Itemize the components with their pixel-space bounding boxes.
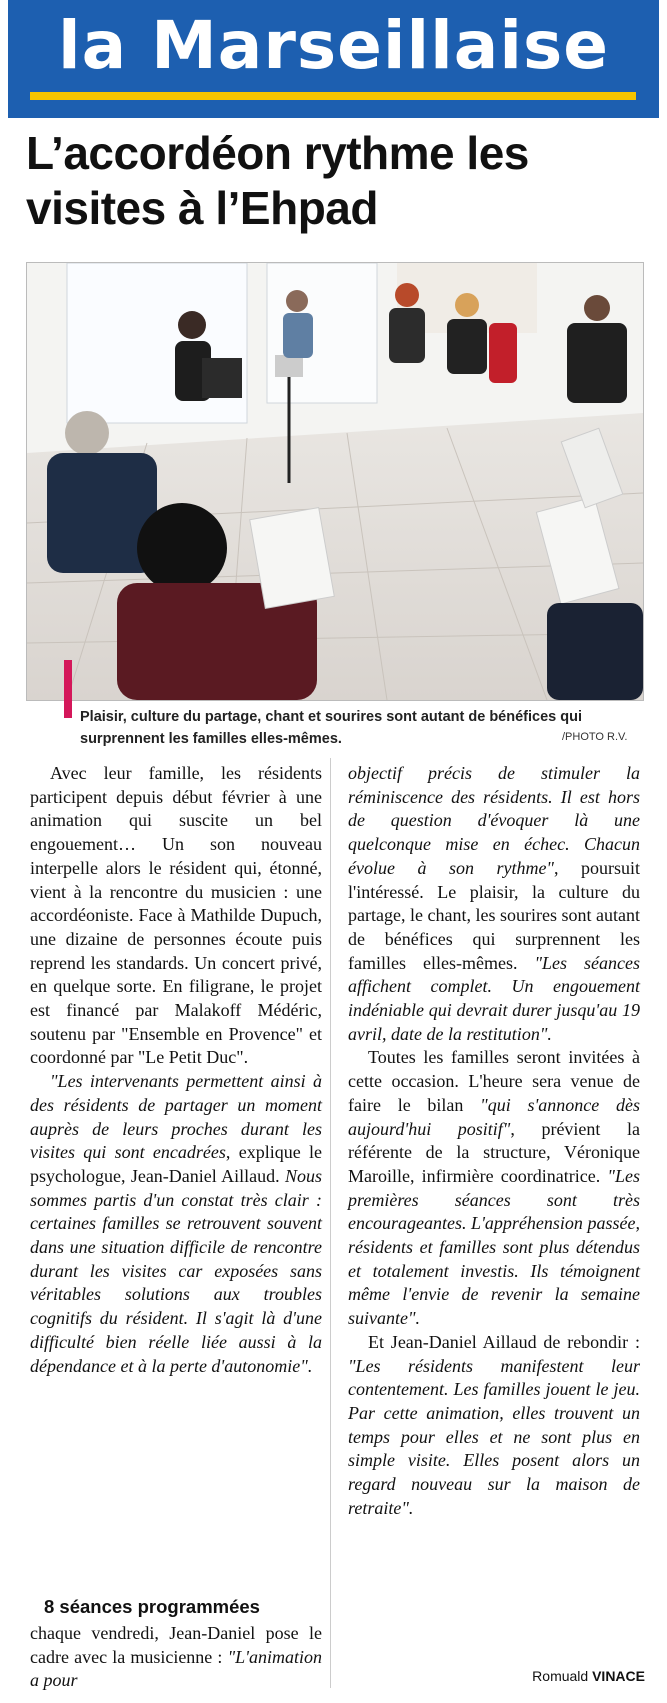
article-column-left-tail — [30, 1622, 322, 1693]
quote-text: "qui s'annonce dès aujourd'hui positif" — [348, 1094, 641, 1139]
body-text: Toutes les familles seront invitées à cette occasion. L'heure sera venue de faire le bilan — [348, 1047, 640, 1115]
body-text: , explique le psychologue, Jean-Daniel Aillaud. — [30, 1142, 322, 1186]
caption-accent-bar — [64, 660, 72, 718]
quote-text: "Les séances affichent complet. Un engouement indéniable qui devrait durer jusqu'au 19 avril, date de la restitution". — [348, 952, 640, 1044]
quote-text: "Les résidents manifestent leur contentement. Les familles jouent le jeu. Par cette animation, elles trouvent un temps pour elles et ne sont plus en simple visite. Elles posent alors un regard nouveau sur la maison de retraite". — [348, 1355, 640, 1518]
quote-text: "L'animation a pour — [30, 1646, 322, 1691]
quote-text: "Les premières séances sont très encourageantes. L'appréhension passée, résidents et familles sont plus détendus et totalement investis. Ils témoignent même l'envie de revenir la semaine suivante". — [348, 1165, 640, 1329]
body-text: Et Jean-Daniel Aillaud de rebondir : — [368, 1331, 640, 1352]
section-subhead: 8 séances programmées — [44, 1596, 260, 1617]
body-paragraph — [30, 1622, 322, 1693]
masthead — [8, 0, 659, 118]
body-paragraph: Avec leur famille, les résidents participent depuis début février à une animation qui suscite un bel engouement… Un son nouveau interpelle alors le résident qui, étonné, vient à la rencontre du musicien : une accordéoniste. Face à Mathilde Dupuch, une dizaine de personnes écoute puis reprend les standards. Un concert privé, en quelque sorte. En filigrane, le projet est financé par Malakoff Médéric, soutenu par "Ensemble en Provence" et coordonné par "Le Petit Duc". — [30, 763, 322, 1068]
body-text: , prévient la référente de la structure, Véronique Maroille, infirmière coordinatrice. — [348, 1118, 641, 1186]
author-byline — [532, 1668, 645, 1684]
body-paragraph — [348, 1331, 640, 1521]
quote-text: "Les intervenants permettent ainsi à des résidents de partager un moment auprès de leurs proches durant les visites qui sont encadrées — [30, 1071, 322, 1163]
author-last-name: VINACE — [592, 1668, 645, 1684]
author-first-name: Romuald — [532, 1668, 589, 1684]
quote-text: Nous sommes partis d'un constat très clair : certaines familles se retrouvent souvent dans une situation difficile de rencontre durant les visites car exposées sans véritables solutions aux troubles cognitifs du résident. Il s'agit là d'une difficulté bien réelle liée aussi à la dépendance et à la perte d'autonomie". — [30, 1165, 322, 1376]
photo-credit: /PHOTO R.V. — [562, 731, 628, 743]
body-paragraph — [30, 1070, 322, 1378]
body-paragraph — [348, 1046, 640, 1330]
body-paragraph — [348, 762, 640, 1046]
quote-text: objectif précis de stimuler la réminiscence des résidents. Il est hors de question d'évoquer là une quelconque mise en échec. Chacun évolue à son rythme" — [348, 763, 640, 878]
masthead-underline — [30, 92, 636, 100]
body-text: chaque vendredi, Jean-Daniel pose le cadre avec la musicienne : — [30, 1623, 322, 1667]
article-column-left — [30, 762, 322, 1378]
newspaper-title: la Marseillaise — [57, 7, 610, 84]
body-text: , poursuit l'intéressé. Le plaisir, la culture du partage, le chant, les sourires sont autant de bénéfices qui surprennent les familles elles-mêmes. — [348, 857, 640, 973]
article-headline: L’accordéon rythme les visites à l’Ehpad — [26, 127, 529, 234]
column-divider — [330, 758, 331, 1688]
photo-caption: Plaisir, culture du partage, chant et sourires sont autant de bénéfices qui surprennent les familles elles-mêmes. — [80, 709, 582, 747]
article-photo — [26, 262, 644, 701]
group-photo-icon — [27, 263, 643, 700]
article-column-right — [348, 762, 640, 1521]
